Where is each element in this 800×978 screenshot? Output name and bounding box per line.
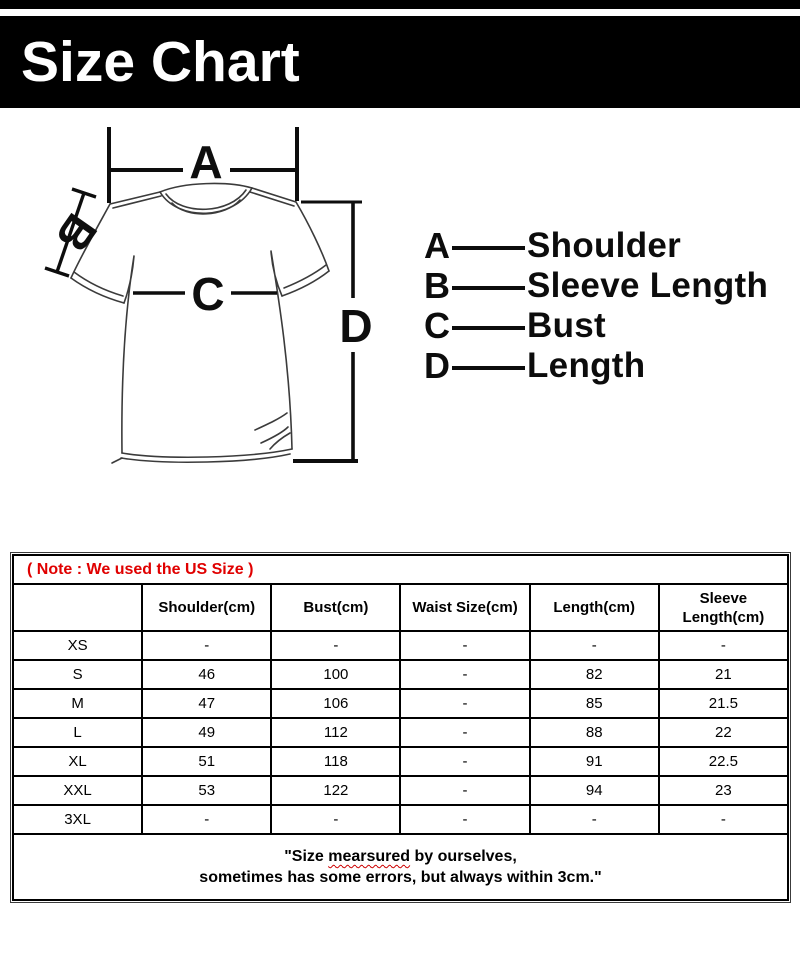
value-cell: 85 [530,689,659,718]
value-cell: - [659,805,788,834]
diagram-letter-c: C [191,268,225,320]
legend-letter: D [424,345,450,386]
legend-row-shoulder [424,226,768,266]
size-table-frame [10,552,791,903]
value-cell: - [271,631,400,660]
value-cell: 22 [659,718,788,747]
size-cell: XL [13,747,142,776]
legend-dash-line [452,286,525,290]
top-black-strip [0,0,800,9]
table-row-3xl [13,805,788,834]
header-sleeve-length: Sleeve Length(cm) [659,584,788,631]
value-cell: - [400,631,529,660]
misspelled-word: mearsured [328,848,411,865]
size-cell: S [13,660,142,689]
table-header-row [13,584,788,631]
diagram-letter-b: B [45,204,108,262]
value-cell: - [400,747,529,776]
us-size-note: ( Note : We used the US Size ) [27,560,254,578]
legend-letter: A [424,225,450,266]
table-row-s [13,660,788,689]
table-row-xxl [13,776,788,805]
header-length: Length(cm) [530,584,659,631]
value-cell: - [400,805,529,834]
value-cell: 22.5 [659,747,788,776]
legend-label: Shoulder [527,226,682,265]
value-cell: 23 [659,776,788,805]
header-bust: Bust(cm) [271,584,400,631]
size-cell: M [13,689,142,718]
value-cell: - [400,660,529,689]
legend-row-bust [424,306,768,346]
table-row-m [13,689,788,718]
table-note-row [13,555,788,584]
value-cell: - [142,805,271,834]
value-cell: - [271,805,400,834]
legend-letter: B [424,265,450,306]
size-cell: XXL [13,776,142,805]
value-cell: 53 [142,776,271,805]
legend-label: Length [527,346,646,385]
value-cell: 88 [530,718,659,747]
value-cell: 100 [271,660,400,689]
value-cell: 94 [530,776,659,805]
measurement-disclaimer: "Size mearsured by ourselves, sometimes has some errors, but always within 3cm." [13,834,788,900]
value-cell: 49 [142,718,271,747]
table-row-l [13,718,788,747]
page-title: Size Chart [21,30,300,94]
diagram-letter-a: A [189,136,223,188]
value-cell: 82 [530,660,659,689]
size-cell: XS [13,631,142,660]
value-cell: 118 [271,747,400,776]
value-cell: - [400,689,529,718]
measurement-legend [424,226,768,386]
size-cell: L [13,718,142,747]
value-cell: 112 [271,718,400,747]
legend-letter: C [424,305,450,346]
value-cell: - [400,776,529,805]
legend-dash-line [452,326,525,330]
value-cell: 21 [659,660,788,689]
tshirt-outline [71,183,329,463]
value-cell: - [530,805,659,834]
legend-dash-line [452,366,525,370]
legend-dash-line [452,246,525,250]
value-cell: 51 [142,747,271,776]
header-shoulder: Shoulder(cm) [142,584,271,631]
size-table [12,554,789,901]
value-cell: - [400,718,529,747]
table-footer-row [13,834,788,900]
value-cell: 122 [271,776,400,805]
value-cell: - [142,631,271,660]
table-row-xl [13,747,788,776]
table-row-xs [13,631,788,660]
value-cell: 91 [530,747,659,776]
tshirt-measurement-diagram [0,110,420,555]
value-cell: 21.5 [659,689,788,718]
value-cell: 47 [142,689,271,718]
legend-row-sleeve-length [424,266,768,306]
header-size [13,584,142,631]
header-waist: Waist Size(cm) [400,584,529,631]
value-cell: 106 [271,689,400,718]
size-chart-banner [0,16,800,108]
value-cell: 46 [142,660,271,689]
value-cell: - [659,631,788,660]
size-cell: 3XL [13,805,142,834]
legend-label: Sleeve Length [527,266,769,305]
diagram-letter-d: D [339,300,373,352]
legend-row-length [424,346,768,386]
legend-label: Bust [527,306,606,345]
value-cell: - [530,631,659,660]
